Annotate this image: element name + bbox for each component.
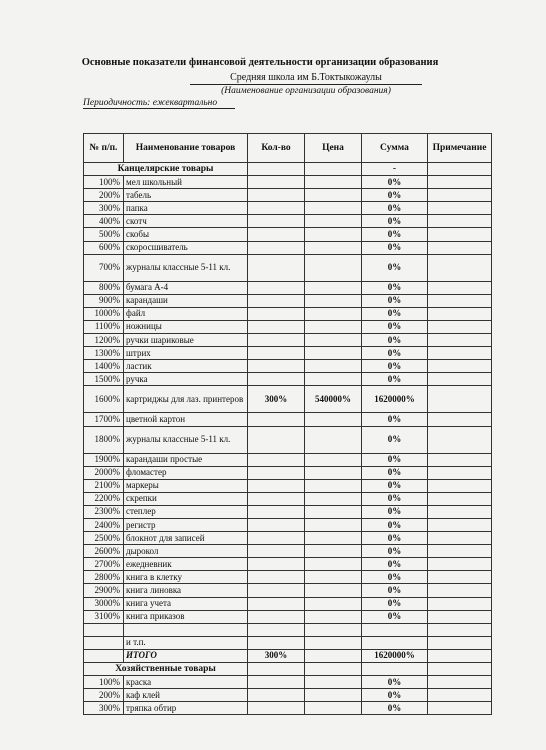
- row-num: 2500%: [84, 532, 124, 545]
- row-note: [428, 676, 492, 689]
- row-num: 2800%: [84, 571, 124, 584]
- row-name: журналы классные 5-11 кл.: [124, 254, 248, 281]
- row-qty: [248, 532, 305, 545]
- row-qty: [248, 571, 305, 584]
- section-cell: [362, 663, 428, 676]
- table-row: [84, 334, 492, 347]
- row-name: книга в клетку: [124, 571, 248, 584]
- row-sum: 0%: [362, 558, 428, 571]
- row-qty: [248, 281, 305, 294]
- row-num: 1200%: [84, 334, 124, 347]
- row-price: [305, 215, 362, 228]
- row-price: [305, 623, 362, 636]
- row-name: ручки шариковые: [124, 334, 248, 347]
- total-num: [84, 649, 124, 662]
- row-sum: 0%: [362, 676, 428, 689]
- row-note: [428, 453, 492, 466]
- section-row: [84, 163, 492, 176]
- row-note: [428, 386, 492, 413]
- table-row: [84, 281, 492, 294]
- row-sum: 0%: [362, 532, 428, 545]
- row-sum: 0%: [362, 597, 428, 610]
- row-note: [428, 294, 492, 307]
- row-name: [124, 623, 248, 636]
- row-sum: 0%: [362, 518, 428, 531]
- row-note: [428, 334, 492, 347]
- row-name: штрих: [124, 347, 248, 360]
- row-note: [428, 281, 492, 294]
- row-note: [428, 518, 492, 531]
- header-num: № п/п.: [84, 134, 124, 163]
- row-name: цветной картон: [124, 413, 248, 426]
- row-qty: [248, 307, 305, 320]
- table-row: [84, 636, 492, 649]
- row-name: файл: [124, 307, 248, 320]
- row-num: 2700%: [84, 558, 124, 571]
- row-num: 1900%: [84, 453, 124, 466]
- row-qty: [248, 545, 305, 558]
- row-qty: [248, 623, 305, 636]
- row-price: [305, 466, 362, 479]
- row-qty: [248, 228, 305, 241]
- table-row: [84, 676, 492, 689]
- row-qty: [248, 492, 305, 505]
- row-price: [305, 505, 362, 518]
- row-qty: [248, 505, 305, 518]
- row-qty: [248, 334, 305, 347]
- table-row: [84, 360, 492, 373]
- row-num: 100%: [84, 176, 124, 189]
- row-num: 200%: [84, 189, 124, 202]
- row-num: 1400%: [84, 360, 124, 373]
- row-sum: [362, 636, 428, 649]
- row-num: 2000%: [84, 466, 124, 479]
- table-row: [84, 623, 492, 636]
- row-num: [84, 636, 124, 649]
- table-row: [84, 532, 492, 545]
- row-price: [305, 360, 362, 373]
- organization-note: (Наименование организации образования): [221, 86, 391, 96]
- row-sum: 0%: [362, 453, 428, 466]
- row-name: мел школьный: [124, 176, 248, 189]
- row-name: скоросшиватель: [124, 241, 248, 254]
- row-sum: 0%: [362, 307, 428, 320]
- row-qty: [248, 702, 305, 715]
- row-qty: [248, 241, 305, 254]
- row-sum: 0%: [362, 360, 428, 373]
- row-price: [305, 532, 362, 545]
- section-title: Канцелярские товары: [84, 163, 248, 176]
- total-note: [428, 649, 492, 662]
- table-row: [84, 558, 492, 571]
- table-row: [84, 176, 492, 189]
- row-name: регистр: [124, 518, 248, 531]
- table-row: [84, 505, 492, 518]
- table-row: [84, 413, 492, 426]
- row-note: [428, 320, 492, 333]
- table-row: [84, 492, 492, 505]
- row-qty: [248, 610, 305, 623]
- row-price: [305, 584, 362, 597]
- table-row: [84, 241, 492, 254]
- table-row: [84, 254, 492, 281]
- row-qty: 300%: [248, 386, 305, 413]
- section-cell: [248, 663, 305, 676]
- row-sum: 0%: [362, 189, 428, 202]
- row-sum: 0%: [362, 320, 428, 333]
- row-sum: 0%: [362, 294, 428, 307]
- row-note: [428, 571, 492, 584]
- row-note: [428, 492, 492, 505]
- row-price: [305, 702, 362, 715]
- row-price: [305, 241, 362, 254]
- row-qty: [248, 189, 305, 202]
- row-note: [428, 545, 492, 558]
- row-note: [428, 689, 492, 702]
- row-note: [428, 623, 492, 636]
- row-qty: [248, 254, 305, 281]
- row-price: [305, 334, 362, 347]
- row-name: и т.п.: [124, 636, 248, 649]
- row-name: ножницы: [124, 320, 248, 333]
- table-row: [84, 320, 492, 333]
- row-note: [428, 466, 492, 479]
- row-qty: [248, 360, 305, 373]
- row-name: дырокол: [124, 545, 248, 558]
- table-row: [84, 571, 492, 584]
- table-row: [84, 689, 492, 702]
- table-row: [84, 466, 492, 479]
- row-price: [305, 320, 362, 333]
- row-price: [305, 492, 362, 505]
- row-price: 540000%: [305, 386, 362, 413]
- row-price: [305, 689, 362, 702]
- row-sum: 0%: [362, 571, 428, 584]
- row-name: ластик: [124, 360, 248, 373]
- table-row: [84, 597, 492, 610]
- document-title: Основные показатели финансовой деятельности организации образования: [81, 57, 439, 68]
- table-header-row: [84, 134, 492, 163]
- row-note: [428, 202, 492, 215]
- row-sum: 0%: [362, 505, 428, 518]
- table-row: [84, 373, 492, 386]
- header-sum: Сумма: [362, 134, 428, 163]
- row-price: [305, 202, 362, 215]
- row-sum: 1620000%: [362, 386, 428, 413]
- table-row: [84, 453, 492, 466]
- row-num: 1700%: [84, 413, 124, 426]
- row-price: [305, 571, 362, 584]
- row-note: [428, 505, 492, 518]
- row-num: 200%: [84, 689, 124, 702]
- section-row: [84, 663, 492, 676]
- row-num: 3000%: [84, 597, 124, 610]
- row-price: [305, 176, 362, 189]
- row-note: [428, 254, 492, 281]
- row-qty: [248, 202, 305, 215]
- row-sum: 0%: [362, 281, 428, 294]
- row-price: [305, 545, 362, 558]
- row-sum: 0%: [362, 610, 428, 623]
- row-price: [305, 610, 362, 623]
- row-name: журналы классные 5-11 кл.: [124, 426, 248, 453]
- row-note: [428, 584, 492, 597]
- table-row: [84, 479, 492, 492]
- row-name: блокнот для записей: [124, 532, 248, 545]
- row-price: [305, 413, 362, 426]
- row-sum: 0%: [362, 228, 428, 241]
- row-note: [428, 532, 492, 545]
- row-name: скрепки: [124, 492, 248, 505]
- table-row: [84, 307, 492, 320]
- row-price: [305, 294, 362, 307]
- row-note: [428, 241, 492, 254]
- header-qty: Кол-во: [248, 134, 305, 163]
- row-num: [84, 623, 124, 636]
- row-num: 2300%: [84, 505, 124, 518]
- row-note: [428, 360, 492, 373]
- row-price: [305, 479, 362, 492]
- table-row: [84, 189, 492, 202]
- row-note: [428, 426, 492, 453]
- row-qty: [248, 676, 305, 689]
- row-name: ручка: [124, 373, 248, 386]
- row-num: 1300%: [84, 347, 124, 360]
- row-note: [428, 610, 492, 623]
- row-num: 2900%: [84, 584, 124, 597]
- row-price: [305, 254, 362, 281]
- row-price: [305, 373, 362, 386]
- row-price: [305, 307, 362, 320]
- row-name: карандаши простые: [124, 453, 248, 466]
- row-note: [428, 597, 492, 610]
- row-sum: 0%: [362, 426, 428, 453]
- row-qty: [248, 584, 305, 597]
- row-qty: [248, 597, 305, 610]
- row-qty: [248, 479, 305, 492]
- row-price: [305, 597, 362, 610]
- section-cell: [305, 663, 362, 676]
- row-name: степлер: [124, 505, 248, 518]
- row-note: [428, 189, 492, 202]
- row-sum: 0%: [362, 373, 428, 386]
- row-note: [428, 373, 492, 386]
- row-qty: [248, 636, 305, 649]
- row-note: [428, 558, 492, 571]
- row-qty: [248, 320, 305, 333]
- row-name: скотч: [124, 215, 248, 228]
- row-qty: [248, 558, 305, 571]
- row-qty: [248, 347, 305, 360]
- row-name: книга учета: [124, 597, 248, 610]
- row-num: 300%: [84, 202, 124, 215]
- table-row: [84, 426, 492, 453]
- row-name: карандаши: [124, 294, 248, 307]
- row-sum: 0%: [362, 466, 428, 479]
- row-sum: 0%: [362, 176, 428, 189]
- row-num: 600%: [84, 241, 124, 254]
- periodicity: Периодичность: ежеквартально: [83, 98, 235, 109]
- table-row: [84, 347, 492, 360]
- row-num: 800%: [84, 281, 124, 294]
- row-qty: [248, 215, 305, 228]
- row-num: 900%: [84, 294, 124, 307]
- row-num: 2600%: [84, 545, 124, 558]
- row-num: 2200%: [84, 492, 124, 505]
- header-price: Цена: [305, 134, 362, 163]
- row-sum: 0%: [362, 347, 428, 360]
- row-price: [305, 558, 362, 571]
- row-name: картриджы для лаз. принтеров: [124, 386, 248, 413]
- table-row: [84, 294, 492, 307]
- row-num: 400%: [84, 215, 124, 228]
- row-name: маркеры: [124, 479, 248, 492]
- row-note: [428, 176, 492, 189]
- table-row: [84, 702, 492, 715]
- total-row: [84, 649, 492, 662]
- total-price: [305, 649, 362, 662]
- row-sum: 0%: [362, 689, 428, 702]
- row-qty: [248, 453, 305, 466]
- row-qty: [248, 689, 305, 702]
- header-name: Наименование товаров: [124, 134, 248, 163]
- row-qty: [248, 176, 305, 189]
- row-note: [428, 347, 492, 360]
- row-price: [305, 347, 362, 360]
- row-price: [305, 676, 362, 689]
- row-price: [305, 518, 362, 531]
- row-name: папка: [124, 202, 248, 215]
- row-name: ежедневник: [124, 558, 248, 571]
- row-name: бумага А-4: [124, 281, 248, 294]
- row-name: краска: [124, 676, 248, 689]
- row-num: 1500%: [84, 373, 124, 386]
- financial-table: [83, 133, 492, 715]
- row-name: табель: [124, 189, 248, 202]
- row-num: 1800%: [84, 426, 124, 453]
- row-sum: 0%: [362, 334, 428, 347]
- row-sum: 0%: [362, 202, 428, 215]
- row-price: [305, 636, 362, 649]
- table-row: [84, 386, 492, 413]
- row-name: скобы: [124, 228, 248, 241]
- row-price: [305, 426, 362, 453]
- header-note: Примечание: [428, 134, 492, 163]
- row-num: 700%: [84, 254, 124, 281]
- row-qty: [248, 518, 305, 531]
- row-sum: 0%: [362, 545, 428, 558]
- section-title: Хозяйственные товары: [84, 663, 248, 676]
- table-row: [84, 518, 492, 531]
- table-row: [84, 228, 492, 241]
- row-sum: 0%: [362, 584, 428, 597]
- row-num: 1000%: [84, 307, 124, 320]
- row-note: [428, 215, 492, 228]
- row-num: 500%: [84, 228, 124, 241]
- row-qty: [248, 294, 305, 307]
- row-qty: [248, 426, 305, 453]
- row-sum: [362, 623, 428, 636]
- row-sum: 0%: [362, 492, 428, 505]
- row-note: [428, 702, 492, 715]
- row-name: каф клей: [124, 689, 248, 702]
- row-price: [305, 189, 362, 202]
- total-qty: 300%: [248, 649, 305, 662]
- row-note: [428, 413, 492, 426]
- row-sum: 0%: [362, 254, 428, 281]
- table-row: [84, 545, 492, 558]
- row-name: тряпка обтир: [124, 702, 248, 715]
- row-note: [428, 479, 492, 492]
- row-name: фломастер: [124, 466, 248, 479]
- row-price: [305, 281, 362, 294]
- row-note: [428, 228, 492, 241]
- row-sum: 0%: [362, 479, 428, 492]
- row-num: 1600%: [84, 386, 124, 413]
- row-note: [428, 307, 492, 320]
- table-row: [84, 610, 492, 623]
- row-qty: [248, 466, 305, 479]
- row-sum: 0%: [362, 413, 428, 426]
- row-price: [305, 228, 362, 241]
- row-price: [305, 453, 362, 466]
- row-sum: 0%: [362, 702, 428, 715]
- total-sum: 1620000%: [362, 649, 428, 662]
- table-row: [84, 215, 492, 228]
- organization-name: Средняя школа им Б.Токтыкожаулы: [190, 72, 422, 85]
- row-num: 100%: [84, 676, 124, 689]
- row-num: 3100%: [84, 610, 124, 623]
- row-qty: [248, 373, 305, 386]
- row-name: книга линовка: [124, 584, 248, 597]
- row-name: книга приказов: [124, 610, 248, 623]
- row-num: 2100%: [84, 479, 124, 492]
- row-qty: [248, 413, 305, 426]
- row-sum: 0%: [362, 215, 428, 228]
- section-cell: [428, 663, 492, 676]
- table-row: [84, 202, 492, 215]
- section-mark: -: [362, 163, 428, 176]
- table-row: [84, 584, 492, 597]
- row-sum: 0%: [362, 241, 428, 254]
- row-note: [428, 636, 492, 649]
- row-num: 1100%: [84, 320, 124, 333]
- row-num: 300%: [84, 702, 124, 715]
- row-num: 2400%: [84, 518, 124, 531]
- total-label: ИТОГО: [124, 649, 248, 662]
